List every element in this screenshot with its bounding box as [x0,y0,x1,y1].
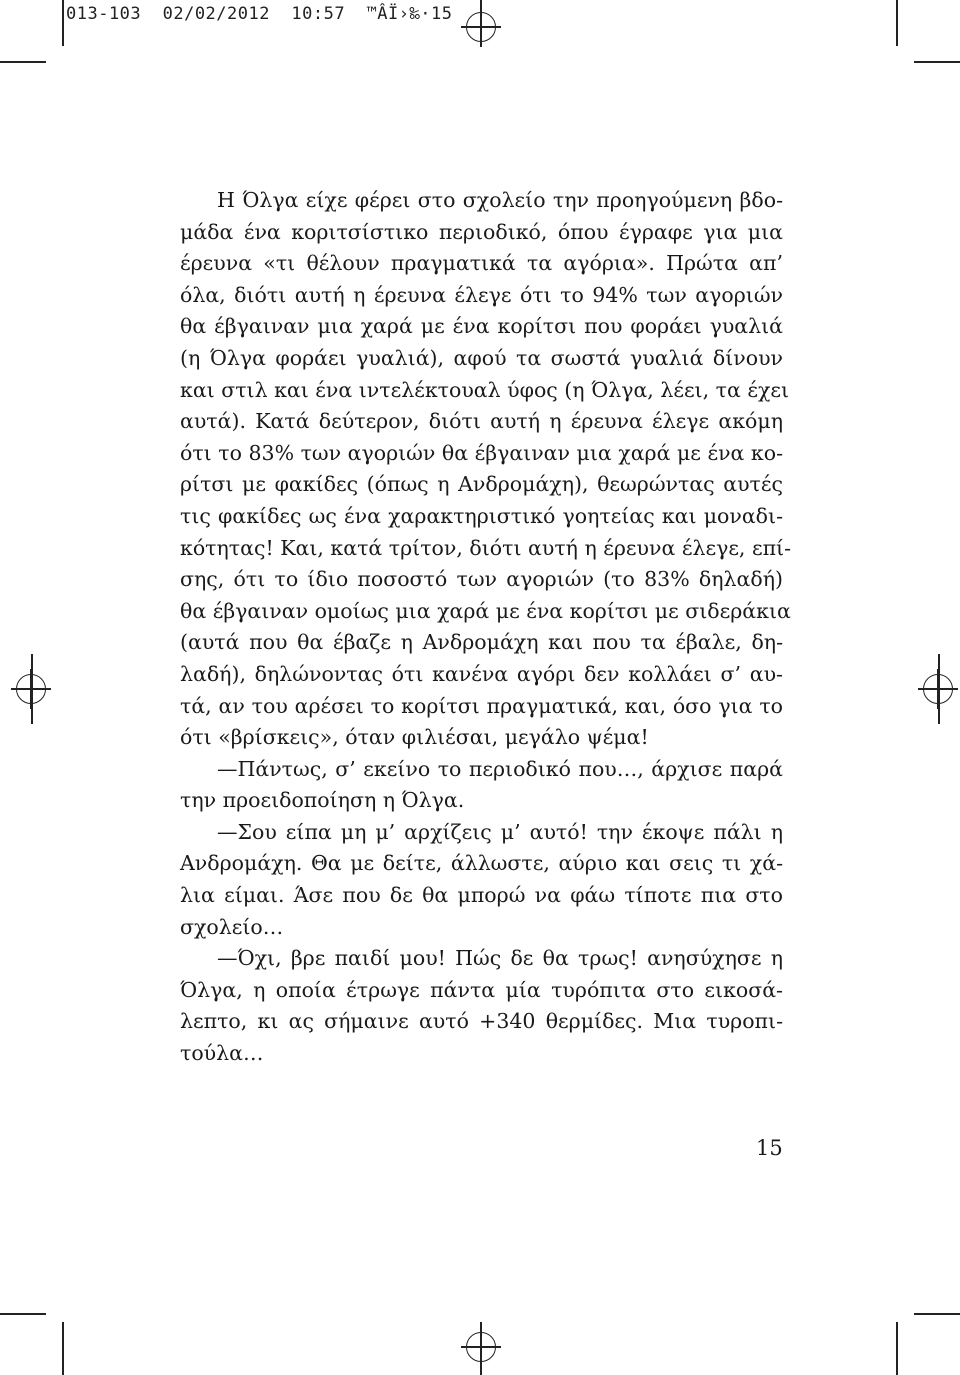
body-text [180,185,792,1070]
text-line: τά, αν του αρέσει το κορίτσι πραγματικά, και, όσο για το [180,693,783,718]
text-line: λαδή), δηλώνοντας ότι κανένα αγόρι δεν κολλάει σ’ αυ- [180,661,783,686]
text-line: —Σου είπα μη μ’ αρχίζεις μ’ αυτό! την έκοψε πάλι η [217,819,783,844]
text-line: Ανδρομάχη. Θα με δείτε, άλλωστε, αύριο και σεις τι χά- [180,851,783,876]
text-line: και στιλ και ένα ιντελέκτουαλ ύφος (η Όλγα, λέει, τα έχει [180,377,790,402]
text-line: —Όχι, βρε παιδί μου! Πώς δε θα τρως! ανησύχησε η [217,946,783,971]
crop-mark [896,1322,898,1375]
text-line: ότι «βρίσκεις», όταν φιλιέσαι, μεγάλο ψέμα! [180,725,649,750]
crop-mark [62,1322,64,1375]
text-line: σης, ότι το ίδιο ποσοστό των αγοριών (το 83% δηλαδή) [180,567,783,592]
text-line: (αυτά που θα έβαζε η Ανδρομάχη και που τα έβαλε, δη- [180,630,783,655]
crop-mark [896,0,898,46]
text-line: Όλγα, η οποία έτρωγε πάντα μία τυρόπιτα στο εικοσά- [180,977,783,1002]
text-line: τούλα… [180,1041,264,1066]
crop-mark [31,654,33,724]
text-line: λια είμαι. Άσε που δε θα μπορώ να φάω τίποτε πια στο [180,883,783,908]
crop-mark [62,0,64,46]
text-line: —Πάντως, σ’ εκείνο το περιοδικό που…, άρχισε παρά [217,756,783,781]
text-line: (η Όλγα φοράει γυαλιά), αφού τα σωστά γυαλιά δίνουν [180,345,783,370]
text-line: την προειδοποίηση η Όλγα. [180,788,465,813]
text-line: θα έβγαιναν ομοίως μια χαρά με ένα κορίτσι με σιδεράκια [180,598,791,623]
text-line: μάδα ένα κοριτσίστικο περιοδικό, όπου έγραφε για μια [180,219,783,244]
text-line: έρευνα «τι θέλουν πραγματικά τα αγόρια». Πρώτα απ’ [180,251,783,276]
text-line: ρίτσι με φακίδες (όπως η Ανδρομάχη), θεωρώντας αυτές [180,472,783,497]
crop-mark [0,1313,46,1315]
page-number: 15 [756,1136,783,1160]
text-line: ότι το 83% των αγοριών θα έβγαιναν μια χαρά με ένα κο- [180,440,783,465]
printer-slug: 013-103 02/02/2012 10:57 ™ÂÏ›‰·15 [66,4,453,24]
text-line: σχολείο… [180,914,284,939]
text-line: λεπτο, κι ας σήμαινε αυτό +340 θερμίδες. Μια τυροπι- [180,1009,783,1034]
registration-mark-icon [466,12,496,42]
registration-mark-icon [466,1332,496,1362]
text-line: θα έβγαιναν μια χαρά με ένα κορίτσι που φοράει γυαλιά [180,314,783,339]
text-line: κότητας! Και, κατά τρίτον, διότι αυτή η έρευνα έλεγε, επί- [180,535,792,560]
crop-mark [914,61,960,63]
crop-mark [0,61,46,63]
text-line: αυτά). Κατά δεύτερον, διότι αυτή η έρευνα έλεγε ακόμη [180,409,783,434]
crop-mark [938,654,940,724]
text-line: όλα, διότι αυτή η έρευνα έλεγε ότι το 94% των αγοριών [180,282,783,307]
text-line: τις φακίδες ως ένα χαρακτηριστικό γοητείας και μοναδι- [180,503,783,528]
crop-mark [914,1313,960,1315]
text-line: Η Όλγα είχε φέρει στο σχολείο την προηγούμενη βδο- [217,188,783,212]
